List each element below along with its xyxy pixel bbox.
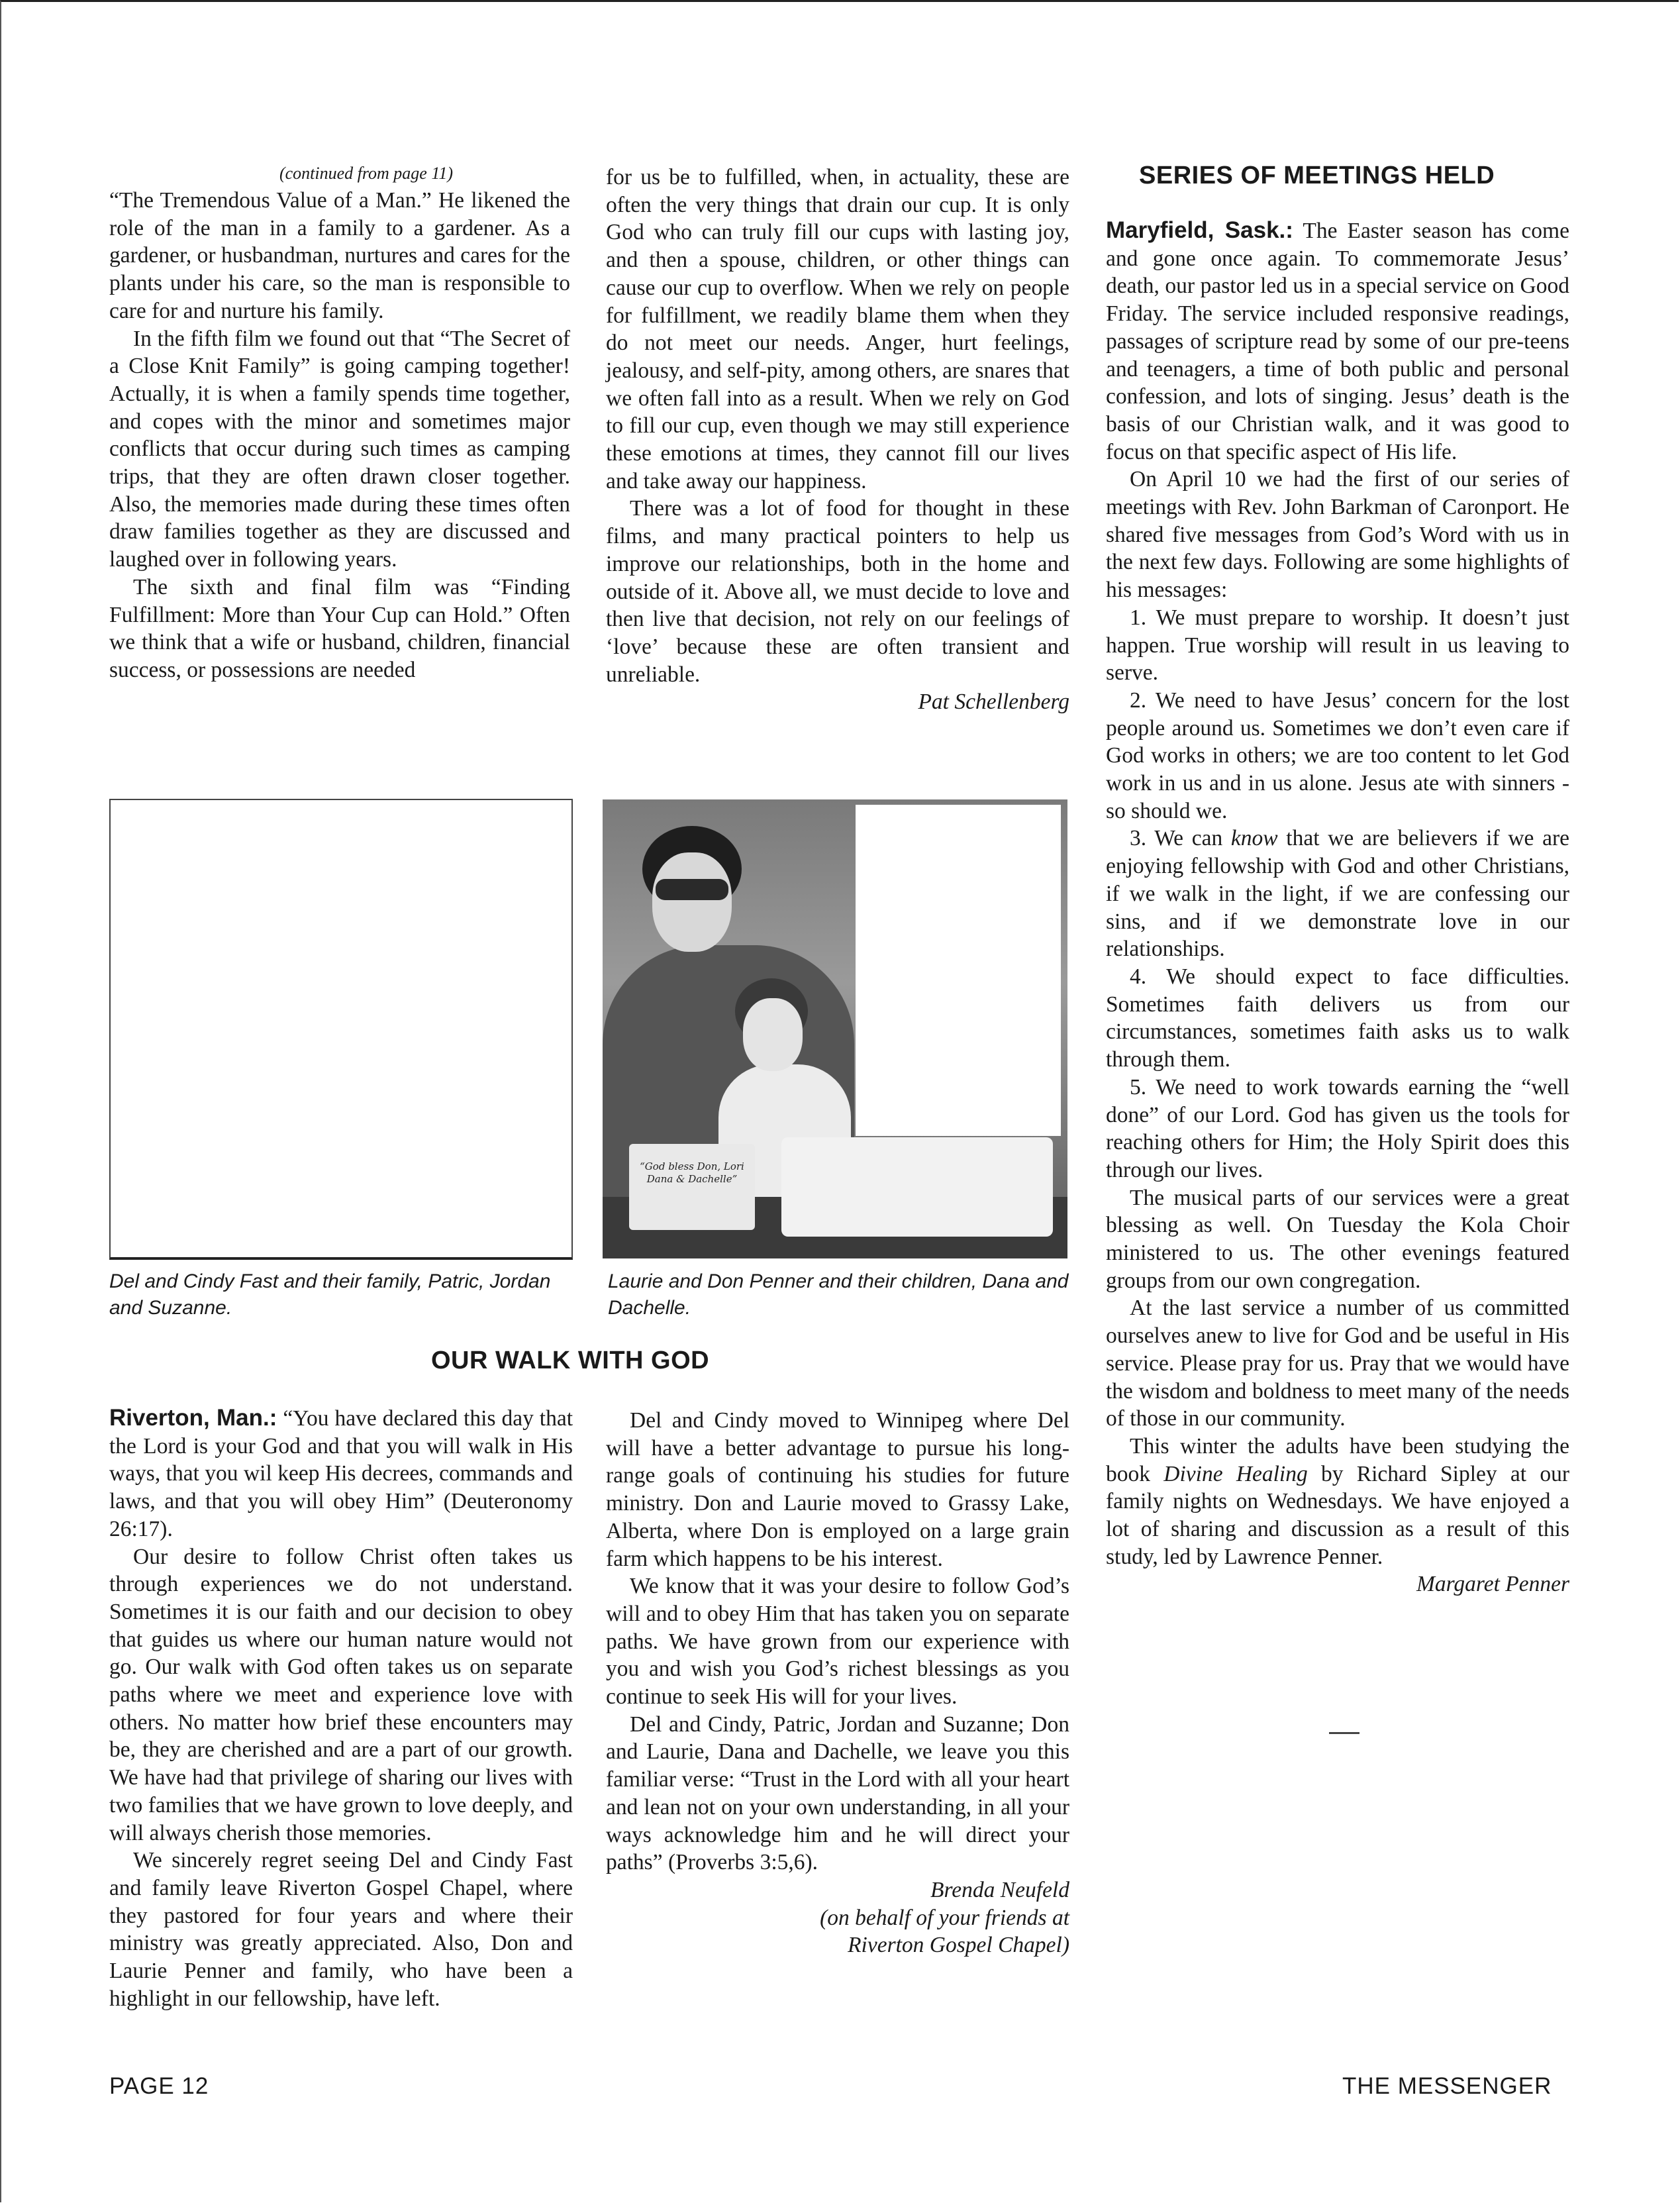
book-title: Divine Healing — [1163, 1461, 1308, 1486]
list-item: 2. We need to have Jesus’ concern for the lost people around us. Sometimes we don’t even care if God works in others; we are too content to let God work in us and in us alone. Jesus ate with sinners - so should we. — [1106, 688, 1569, 823]
walk-article-column-2 — [606, 1407, 1069, 1959]
photo-cake — [781, 1137, 1053, 1237]
paragraph: for us be to fulfilled, when, in actuality, these are often the very things that drain our cup. It is only God who can truly fill our cups with lasting joy, and then a spouse, children, or other things can cause our cup to overflow. When we rely on people for fulfillment, we readily blame them when they do not meet our needs. Anger, hurt feelings, jealousy, and self-pity, among others, are snares that we often fall into as a result. When we rely on God to fill our cup, even though we may still experience these emotions at times, they cannot fill our lives and take away our happiness. — [606, 165, 1069, 493]
walk-article-column-1 — [109, 1404, 573, 2012]
page-number: PAGE 12 — [109, 2073, 209, 2099]
paragraph: There was a lot of food for thought in these films, and many practical pointers to help us improve our relationships, both in the home and outside of it. Above all, we must decide to love and then live that decision, not rely on our feelings of ‘love’ because these are often transient and unreliable. — [606, 496, 1069, 687]
left-article-column-2 — [606, 164, 1069, 716]
paragraph: “The Tremendous Value of a Man.” He likened the role of the man in a family to a gardener. As a gardener, or husbandman, nurtures and cares for the plants under his care, so the man is responsible to care for and nurture his family. — [109, 188, 570, 323]
paragraph — [1106, 1433, 1569, 1571]
byline: Riverton Gospel Chapel) — [848, 1933, 1069, 1958]
paragraph-text: This winter the adults have been studying the book — [1106, 1433, 1569, 1486]
photo-figure — [743, 998, 803, 1071]
continued-note: (continued from page 11) — [279, 164, 454, 183]
meetings-article-column — [1106, 217, 1569, 1598]
photo-redaction — [856, 805, 1061, 1136]
byline: (on behalf of your friends at — [820, 1905, 1069, 1930]
paragraph — [1106, 217, 1569, 466]
walk-heading: OUR WALK WITH GOD — [431, 1347, 710, 1374]
paragraph — [109, 1404, 573, 1543]
right-photo-caption: Laurie and Don Penner and their children, Dana and Dachelle. — [608, 1270, 1069, 1319]
paragraph: Del and Cindy, Patric, Jordan and Suzanne; Don and Laurie, Dana and Dachelle, we leave you this familiar verse: “Trust in the Lord with all your heart and lean not on your own understanding, in all your ways acknowledge him and he will direct your paths” (Proverbs 3:5,6). — [606, 1712, 1069, 1875]
photo-figure — [652, 852, 732, 952]
paragraph-text: 3. We can — [1130, 826, 1231, 851]
byline: Margaret Penner — [1416, 1572, 1569, 1597]
byline: Brenda Neufeld — [930, 1877, 1069, 1902]
paragraph: At the last service a number of us committed ourselves anew to live for God and be useful in His service. Please pray for us. Pray that we would have the wisdom and boldness to meet many of the needs of those in our community. — [1106, 1296, 1569, 1431]
paragraph-text: The Easter season has come and gone once again. To commemorate Jesus’ death, our pastor led us in a special service on Good Friday. The service included responsive readings, passages of scripture read by some of our pre-teens and teenagers, a time of both public and personal confession, and lots of singing. Jesus’ death is the basis of our Christian walk, and it was good to focus on that specific aspect of His life. — [1106, 219, 1569, 464]
paragraph: Del and Cindy moved to Winnipeg where Del will have a better advantage to pursue his long-range goals of continuing his studies for future ministry. Don and Laurie moved to Grassy Lake, Alberta, where Don is employed on a large grain farm which happens to be his interest. — [606, 1408, 1069, 1571]
list-item: 4. We should expect to face difficulties. Sometimes faith delivers us from our circumstances, sometimes faith asks us to walk through them. — [1106, 964, 1569, 1072]
photo-figure — [656, 879, 728, 900]
photo-cake — [629, 1144, 755, 1230]
paragraph-text: by Richard Sipley at our family nights on Wednesdays. We have enjoyed a lot of sharing and discussion as a result of this study, led by Lawrence Penner. — [1106, 1461, 1570, 1569]
paragraph: Our desire to follow Christ often takes us through experiences we do not understand. Sometimes it is our faith and our decision to obey that guides us where our human nature would not go. Our walk with God often takes us on separate paths where we meet and experience love with others. No matter how brief these encounters may be, they are cherished and are a part of our growth. We have had that privilege of sharing our lives with two families that we have grown to love deeply, and will always cherish those memories. — [109, 1544, 573, 1845]
emphasis: know — [1230, 826, 1278, 851]
left-photo-caption: Del and Cindy Fast and their family, Patric, Jordan and Suzanne. — [109, 1270, 551, 1319]
list-item: 5. We need to work towards earning the “well done” of our Lord. God has given us the tools for reaching others for Him; the Holy Spirit does this through our lives. — [1106, 1074, 1569, 1182]
left-article-column-1 — [109, 160, 570, 684]
publication-name: THE MESSENGER — [1342, 2073, 1552, 2099]
end-mark — [1329, 1732, 1359, 1734]
paragraph: In the fifth film we found out that “The Secret of a Close Knit Family” is going camping together! Actually, it is when a family spends time together, and copes with the minor and sometimes major conflicts that occur during such times as camping trips, that they are often drawn closer together. Also, the memories made during these times often draw families together as they are discussed and laughed over in following years. — [109, 326, 570, 572]
paragraph: On April 10 we had the first of our series of meetings with Rev. John Barkman of Caronport. He shared five messages from God’s Word with us in the next few days. Following are some highlights of his messages: — [1106, 467, 1569, 603]
list-item: 1. We must prepare to worship. It doesn’t just happen. True worship will result in us leaving to serve. — [1106, 605, 1569, 686]
paragraph-text: that we are believers if we are enjoying fellowship with God and other Christians, if we walk in the light, if we are confessing our sins, and if we demonstrate love in our relationships. — [1106, 826, 1569, 962]
meetings-heading: SERIES OF MEETINGS HELD — [1139, 162, 1495, 189]
photo-fast-family — [109, 799, 573, 1260]
photo-penner-family — [603, 799, 1067, 1258]
paragraph: We sincerely regret seeing Del and Cindy Fast and family leave Riverton Gospel Chapel, where they pastored for four years and where their ministry was greatly appreciated. Also, Don and Laurie Penner and family, who have been a highlight in our fellowship, have left. — [109, 1848, 573, 2011]
list-item — [1106, 825, 1569, 963]
dateline: Riverton, Man.: — [109, 1405, 277, 1431]
paragraph: The musical parts of our services were a great blessing as well. On Tuesday the Kola Choir ministered to us. The other evenings featured groups from our own congregation. — [1106, 1185, 1569, 1293]
paragraph: We know that it was your desire to follow God’s will and to obey Him that has taken you on separate paths. We have grown from our experience with you and wish you God’s richest blessings as you continue to seek His will for your lives. — [606, 1574, 1069, 1710]
paragraph-text: “You have declared this day that the Lord is your God and that you will walk in His ways, that you wil keep His decrees, commands and laws, and that you will obey Him” (Deuteronomy 26:17). — [109, 1406, 573, 1541]
dateline: Maryfield, Sask.: — [1106, 217, 1293, 243]
paragraph: The sixth and final film was “Finding Fulfillment: More than Your Cup can Hold.” Often we think that a wife or husband, children, financial success, or possessions are needed — [109, 574, 570, 682]
cake-inscription: “God bless Don, Lori Dana & Dachelle” — [640, 1160, 744, 1185]
byline: Pat Schellenberg — [918, 690, 1069, 715]
